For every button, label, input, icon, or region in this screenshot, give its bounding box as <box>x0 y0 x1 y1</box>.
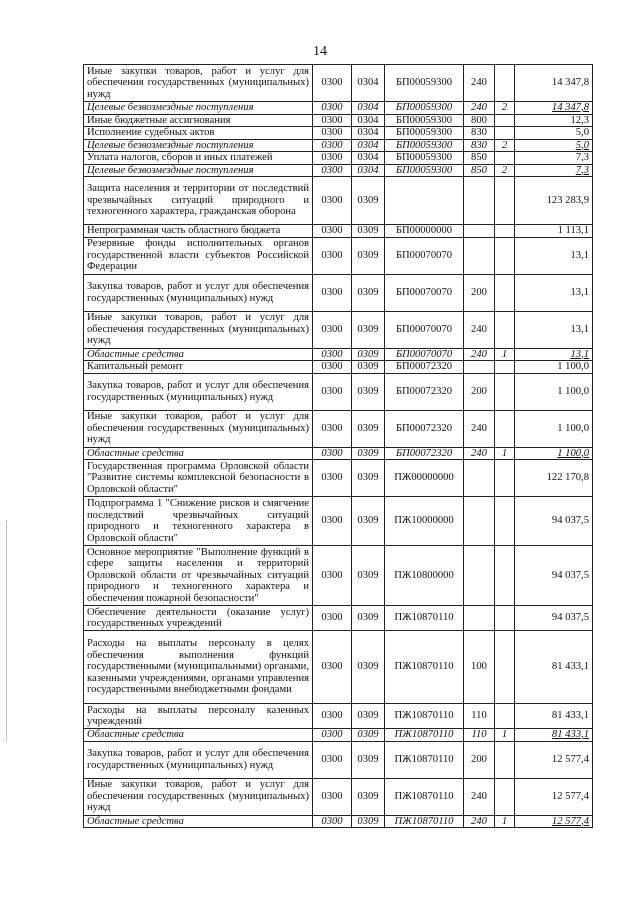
row-name: Целевые безвозмездные поступления <box>84 164 313 177</box>
row-amount: 13,1 <box>515 348 593 361</box>
row-section-code: 0300 <box>313 410 352 447</box>
row-name: Иные закупки товаров, работ и услуг для обеспечения государственных (муниципальных) нужд <box>84 778 313 815</box>
row-source-code <box>495 741 515 778</box>
row-amount: 12 577,4 <box>515 741 593 778</box>
table-row <box>84 497 593 546</box>
row-name: Целевые безвозмездные поступления <box>84 102 313 115</box>
row-source-code <box>495 177 515 225</box>
row-section-code: 0300 <box>313 546 352 606</box>
row-source-code <box>495 311 515 348</box>
row-amount: 5,0 <box>515 127 593 140</box>
row-amount: 7,3 <box>515 152 593 165</box>
row-amount: 12 577,4 <box>515 778 593 815</box>
row-target-article: ПЖ10870110 <box>385 778 464 815</box>
row-source-code <box>495 606 515 631</box>
row-source-code: 1 <box>495 729 515 742</box>
row-subsection-code: 0309 <box>352 815 385 828</box>
row-expense-type: 830 <box>464 139 495 152</box>
row-section-code: 0300 <box>313 704 352 729</box>
table-row <box>84 373 593 410</box>
row-expense-type: 800 <box>464 114 495 127</box>
row-source-code <box>495 225 515 238</box>
row-subsection-code: 0309 <box>352 447 385 460</box>
row-source-code <box>495 237 515 274</box>
row-source-code <box>495 274 515 311</box>
row-target-article <box>385 177 464 225</box>
row-source-code <box>495 631 515 704</box>
row-section-code: 0300 <box>313 373 352 410</box>
row-subsection-code: 0309 <box>352 741 385 778</box>
table-row <box>84 606 593 631</box>
row-name: Государственная программа Орловской области "Развитие системы комплексной безопасности в Орловской области" <box>84 460 313 497</box>
row-expense-type <box>464 237 495 274</box>
table-row <box>84 237 593 274</box>
table-row <box>84 447 593 460</box>
table-row <box>84 114 593 127</box>
row-section-code: 0300 <box>313 631 352 704</box>
row-source-code: 2 <box>495 164 515 177</box>
row-amount: 123 283,9 <box>515 177 593 225</box>
row-target-article: БП00070070 <box>385 274 464 311</box>
table-row <box>84 546 593 606</box>
row-source-code: 2 <box>495 139 515 152</box>
row-target-article: БП00072320 <box>385 373 464 410</box>
row-subsection-code: 0309 <box>352 237 385 274</box>
table-row <box>84 102 593 115</box>
row-name: Исполнение судебных актов <box>84 127 313 140</box>
row-expense-type: 240 <box>464 447 495 460</box>
row-subsection-code: 0304 <box>352 139 385 152</box>
row-amount: 1 100,0 <box>515 410 593 447</box>
row-target-article: ПЖ10870110 <box>385 741 464 778</box>
row-name: Закупка товаров, работ и услуг для обеспечения государственных (муниципальных) нужд <box>84 373 313 410</box>
row-expense-type: 100 <box>464 631 495 704</box>
row-amount: 1 100,0 <box>515 447 593 460</box>
row-source-code: 1 <box>495 348 515 361</box>
row-target-article: ПЖ10870110 <box>385 729 464 742</box>
table-row <box>84 704 593 729</box>
table-row <box>84 164 593 177</box>
row-section-code: 0300 <box>313 361 352 374</box>
row-amount: 81 433,1 <box>515 704 593 729</box>
table-row <box>84 127 593 140</box>
row-name: Подпрограмма 1 "Снижение рисков и смягчение последствий чрезвычайных ситуаций природного и техногенного характера в Орловской области" <box>84 497 313 546</box>
row-section-code: 0300 <box>313 237 352 274</box>
row-subsection-code: 0309 <box>352 729 385 742</box>
row-name: Областные средства <box>84 348 313 361</box>
row-name: Закупка товаров, работ и услуг для обеспечения государственных (муниципальных) нужд <box>84 274 313 311</box>
row-amount: 81 433,1 <box>515 631 593 704</box>
row-target-article: БП00059300 <box>385 139 464 152</box>
row-section-code: 0300 <box>313 177 352 225</box>
row-target-article: ПЖ10800000 <box>385 546 464 606</box>
page-number: 14 <box>313 44 327 59</box>
row-section-code: 0300 <box>313 102 352 115</box>
row-name: Расходы на выплаты персоналу в целях обеспечения выполнения функций государственными (муниципальными) органами, казенными учреждениями, органами управления государственными внебюджетными фондами <box>84 631 313 704</box>
row-section-code: 0300 <box>313 497 352 546</box>
table-row <box>84 410 593 447</box>
row-source-code <box>495 114 515 127</box>
row-target-article: БП00070070 <box>385 311 464 348</box>
row-name: Защита населения и территории от последствий чрезвычайных ситуаций природного и техногенного характера, гражданская оборона <box>84 177 313 225</box>
row-source-code <box>495 65 515 102</box>
row-amount: 13,1 <box>515 237 593 274</box>
row-name: Областные средства <box>84 447 313 460</box>
row-source-code: 2 <box>495 102 515 115</box>
row-source-code <box>495 546 515 606</box>
row-target-article: ПЖ10870110 <box>385 606 464 631</box>
row-subsection-code: 0309 <box>352 177 385 225</box>
row-amount: 13,1 <box>515 311 593 348</box>
row-amount: 5,0 <box>515 139 593 152</box>
row-source-code <box>495 778 515 815</box>
row-expense-type: 240 <box>464 65 495 102</box>
row-source-code <box>495 127 515 140</box>
row-amount: 7,3 <box>515 164 593 177</box>
row-subsection-code: 0309 <box>352 373 385 410</box>
row-name: Закупка товаров, работ и услуг для обеспечения государственных (муниципальных) нужд <box>84 741 313 778</box>
row-subsection-code: 0309 <box>352 631 385 704</box>
margin-dotted-line <box>6 520 9 740</box>
row-expense-type: 240 <box>464 102 495 115</box>
row-section-code: 0300 <box>313 460 352 497</box>
row-expense-type <box>464 546 495 606</box>
row-target-article: БП00070070 <box>385 348 464 361</box>
row-target-article: ПЖ00000000 <box>385 460 464 497</box>
row-source-code: 1 <box>495 815 515 828</box>
row-amount: 12 577,4 <box>515 815 593 828</box>
row-name: Областные средства <box>84 815 313 828</box>
row-target-article: БП00059300 <box>385 114 464 127</box>
row-name: Уплата налогов, сборов и иных платежей <box>84 152 313 165</box>
row-subsection-code: 0309 <box>352 225 385 238</box>
row-amount: 13,1 <box>515 274 593 311</box>
row-subsection-code: 0309 <box>352 410 385 447</box>
row-expense-type <box>464 177 495 225</box>
row-target-article: ПЖ10870110 <box>385 631 464 704</box>
row-expense-type: 240 <box>464 348 495 361</box>
row-name: Непрограммная часть областного бюджета <box>84 225 313 238</box>
row-source-code <box>495 460 515 497</box>
row-expense-type <box>464 606 495 631</box>
row-subsection-code: 0309 <box>352 274 385 311</box>
row-target-article: БП00072320 <box>385 447 464 460</box>
row-source-code <box>495 410 515 447</box>
row-section-code: 0300 <box>313 815 352 828</box>
row-subsection-code: 0309 <box>352 778 385 815</box>
row-name: Капитальный ремонт <box>84 361 313 374</box>
row-name: Иные бюджетные ассигнования <box>84 114 313 127</box>
row-expense-type: 850 <box>464 164 495 177</box>
row-subsection-code: 0304 <box>352 152 385 165</box>
row-subsection-code: 0309 <box>352 361 385 374</box>
row-expense-type <box>464 497 495 546</box>
budget-table <box>83 64 593 828</box>
row-target-article: БП00059300 <box>385 164 464 177</box>
row-section-code: 0300 <box>313 778 352 815</box>
row-expense-type <box>464 361 495 374</box>
row-name: Обеспечение деятельности (оказание услуг) государственных учреждений <box>84 606 313 631</box>
row-name: Иные закупки товаров, работ и услуг для обеспечения государственных (муниципальных) нужд <box>84 65 313 102</box>
row-target-article: ПЖ10000000 <box>385 497 464 546</box>
row-target-article: БП00070070 <box>385 237 464 274</box>
row-section-code: 0300 <box>313 114 352 127</box>
row-expense-type <box>464 225 495 238</box>
row-expense-type: 110 <box>464 704 495 729</box>
row-amount: 1 100,0 <box>515 373 593 410</box>
row-name: Резервные фонды исполнительных органов государственной власти субъектов Российской Федерации <box>84 237 313 274</box>
row-expense-type: 850 <box>464 152 495 165</box>
row-expense-type: 240 <box>464 410 495 447</box>
row-subsection-code: 0304 <box>352 102 385 115</box>
row-subsection-code: 0309 <box>352 497 385 546</box>
table-row <box>84 729 593 742</box>
row-name: Иные закупки товаров, работ и услуг для обеспечения государственных (муниципальных) нужд <box>84 410 313 447</box>
row-target-article: БП00059300 <box>385 65 464 102</box>
row-name: Областные средства <box>84 729 313 742</box>
row-subsection-code: 0309 <box>352 311 385 348</box>
row-amount: 12,3 <box>515 114 593 127</box>
row-amount: 122 170,8 <box>515 460 593 497</box>
row-name: Основное мероприятие "Выполнение функций в сфере защиты населения и территорий Орловской области от чрезвычайных ситуаций природного и техногенного характера и обеспечения пожарной безопасности" <box>84 546 313 606</box>
table-row <box>84 65 593 102</box>
row-amount: 14 347,8 <box>515 65 593 102</box>
row-section-code: 0300 <box>313 606 352 631</box>
row-subsection-code: 0309 <box>352 704 385 729</box>
table-row <box>84 274 593 311</box>
row-target-article: ПЖ10870110 <box>385 815 464 828</box>
row-amount: 81 433,1 <box>515 729 593 742</box>
row-expense-type: 200 <box>464 274 495 311</box>
row-expense-type <box>464 460 495 497</box>
table-row <box>84 361 593 374</box>
row-subsection-code: 0304 <box>352 114 385 127</box>
row-target-article: БП00059300 <box>385 102 464 115</box>
row-amount: 1 100,0 <box>515 361 593 374</box>
row-source-code <box>495 373 515 410</box>
row-expense-type: 240 <box>464 778 495 815</box>
row-expense-type: 110 <box>464 729 495 742</box>
table-row <box>84 311 593 348</box>
row-expense-type: 240 <box>464 815 495 828</box>
row-section-code: 0300 <box>313 311 352 348</box>
row-section-code: 0300 <box>313 152 352 165</box>
row-target-article: БП00059300 <box>385 152 464 165</box>
row-expense-type: 830 <box>464 127 495 140</box>
row-source-code: 1 <box>495 447 515 460</box>
row-subsection-code: 0309 <box>352 606 385 631</box>
table-row <box>84 631 593 704</box>
table-row <box>84 177 593 225</box>
row-section-code: 0300 <box>313 164 352 177</box>
row-amount: 94 037,5 <box>515 546 593 606</box>
row-section-code: 0300 <box>313 729 352 742</box>
row-subsection-code: 0309 <box>352 546 385 606</box>
table-row <box>84 815 593 828</box>
row-subsection-code: 0304 <box>352 127 385 140</box>
table-row <box>84 460 593 497</box>
row-amount: 14 347,8 <box>515 102 593 115</box>
row-section-code: 0300 <box>313 741 352 778</box>
row-source-code <box>495 152 515 165</box>
table-row <box>84 778 593 815</box>
budget-table-body <box>84 65 593 828</box>
table-row <box>84 152 593 165</box>
row-section-code: 0300 <box>313 127 352 140</box>
table-row <box>84 139 593 152</box>
row-amount: 94 037,5 <box>515 497 593 546</box>
row-source-code <box>495 704 515 729</box>
row-source-code <box>495 361 515 374</box>
row-subsection-code: 0304 <box>352 65 385 102</box>
row-name: Иные закупки товаров, работ и услуг для обеспечения государственных (муниципальных) нужд <box>84 311 313 348</box>
row-amount: 1 113,1 <box>515 225 593 238</box>
row-name: Целевые безвозмездные поступления <box>84 139 313 152</box>
row-section-code: 0300 <box>313 348 352 361</box>
row-section-code: 0300 <box>313 274 352 311</box>
row-section-code: 0300 <box>313 139 352 152</box>
row-subsection-code: 0309 <box>352 460 385 497</box>
row-expense-type: 240 <box>464 311 495 348</box>
row-subsection-code: 0304 <box>352 164 385 177</box>
row-target-article: БП00059300 <box>385 127 464 140</box>
table-row <box>84 741 593 778</box>
row-target-article: БП00072320 <box>385 410 464 447</box>
row-expense-type: 200 <box>464 741 495 778</box>
row-target-article: БП00000000 <box>385 225 464 238</box>
row-section-code: 0300 <box>313 447 352 460</box>
row-target-article: БП00072320 <box>385 361 464 374</box>
row-section-code: 0300 <box>313 65 352 102</box>
table-row <box>84 348 593 361</box>
row-target-article: ПЖ10870110 <box>385 704 464 729</box>
table-row <box>84 225 593 238</box>
row-expense-type: 200 <box>464 373 495 410</box>
row-amount: 94 037,5 <box>515 606 593 631</box>
row-name: Расходы на выплаты персоналу казенных учреждений <box>84 704 313 729</box>
row-subsection-code: 0309 <box>352 348 385 361</box>
row-source-code <box>495 497 515 546</box>
row-section-code: 0300 <box>313 225 352 238</box>
